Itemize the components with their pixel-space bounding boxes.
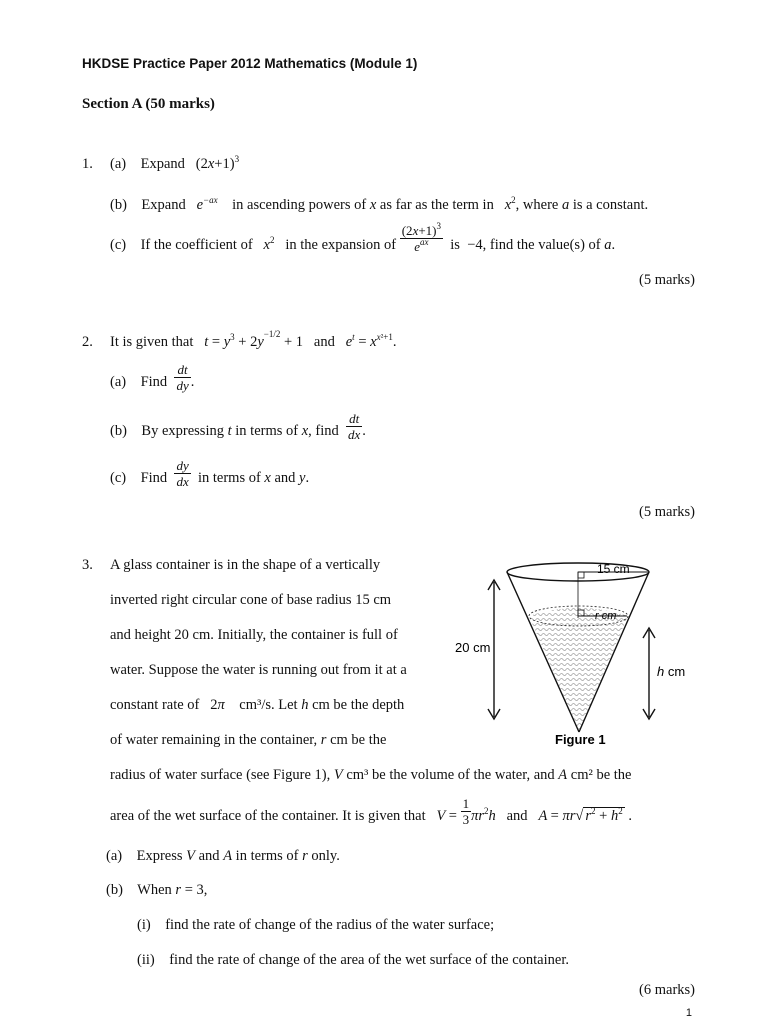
q1c-line: (c) If the coefficient of $x^2$ in the expansion of $\frac{(2x+1)^3}{e^{ax}}$ is −4, find the value(s) of a. — [110, 221, 616, 255]
q1c-is: is — [450, 237, 460, 253]
q2-number: 2. — [82, 334, 93, 350]
q3-line-6: of water remaining in the container, r cm be the — [110, 732, 387, 748]
label-20cm: 20 cm — [455, 640, 491, 655]
q1b-post: , where — [515, 197, 559, 213]
q1b-label: (b) — [110, 197, 127, 213]
page-number: 1 — [685, 1007, 692, 1019]
q2-intro: It is given that — [110, 334, 194, 350]
q3-line-8: area of the wet surface of the container. It is given that V = $\frac{1}{3}$ $\pi r^2h$ and A = πr√ $r^2 + h^2$ . — [110, 796, 632, 827]
q1b-text: Expand — [141, 197, 186, 213]
q2a-text: Find — [140, 373, 168, 390]
q2-given-t: $t = y^3 + 2y^{-1/2} + 1$ — [204, 329, 304, 350]
q1b-post2: is a constant. — [572, 197, 649, 213]
q3b-line: (b) When r = 3, — [106, 882, 208, 898]
q3a-and: and — [198, 848, 220, 864]
q1c-term: $x^2$ — [263, 235, 275, 253]
label-h-cm: h cm — [657, 664, 686, 679]
q3-marks: (6 marks) — [639, 982, 695, 998]
q3a-label: (a) — [106, 848, 123, 864]
section-title: Section A (50 marks) — [82, 96, 215, 112]
figure-1-cone — [452, 552, 702, 752]
q3b-label: (b) — [106, 882, 123, 898]
q3bii-line — [137, 951, 569, 969]
figure-caption: Figure 1 — [555, 732, 606, 747]
q3bii-label: (ii) — [137, 952, 155, 968]
q3-line-1: A glass container is in the shape of a vertically — [110, 557, 381, 573]
q2c-and: and — [274, 469, 296, 486]
water-fill — [529, 608, 628, 732]
q3-line7-mid: cm³ be the volume of the water, and — [346, 767, 555, 783]
q3-number: 3. — [82, 557, 93, 573]
q3-line5-post: cm³/s. Let — [239, 697, 298, 713]
q1a-label: (a) — [110, 156, 127, 172]
q2b-line: (b) By expressing t in terms of x, find $\frac{dt}{dx}$ . — [110, 411, 366, 442]
q2b-text2: in terms of — [235, 422, 299, 439]
q1b-mid2: as far as the term in — [379, 197, 494, 213]
q3bi-line — [137, 916, 494, 934]
q1-number: 1. — [82, 156, 93, 172]
q3-line8-and: and — [506, 807, 528, 824]
q3-line8-text: area of the wet surface of the container. It is given that — [110, 807, 426, 824]
q3-line6-text: of water remaining in the container, — [110, 732, 318, 748]
q2-given-e: $e^t = x^{x^2+1}$ — [345, 332, 393, 350]
q2a-label: (a) — [110, 373, 127, 390]
q3-line-3: and height 20 cm. Initially, the container is full of — [110, 627, 398, 643]
q3-line-5: constant rate of 2π cm³/s. Let h cm be the depth — [110, 697, 405, 713]
q2b-fraction: $\frac{dt}{dx}$ — [348, 411, 361, 442]
q3-line-7: radius of water surface (see Figure 1), V cm³ be the volume of the water, and A cm² be the — [110, 767, 632, 783]
q3bi-text: find the rate of change of the radius of the water surface; — [165, 917, 495, 933]
q1b-term: $x^2$ — [504, 195, 516, 213]
q2c-line: (c) Find $\frac{dy}{dx}$ in terms of x and y. — [110, 458, 310, 489]
q2c-text: Find — [140, 469, 168, 486]
q3bii-text: find the rate of change of the area of the wet surface of the container. — [169, 952, 569, 968]
q3-line-2: inverted right circular cone of base radius 15 cm — [110, 592, 392, 608]
q3b-text: When — [137, 882, 172, 898]
q1b-mid: in ascending powers of — [232, 197, 367, 213]
q3-line7-post: cm² be the — [570, 767, 632, 783]
q3-volume-formula: V = $\frac{1}{3}$ $\pi r^2h$ — [436, 796, 496, 827]
q1a-text: Expand — [140, 156, 185, 172]
q3-line5-post2: cm be the depth — [312, 697, 405, 713]
q1b-expression: $e^{-ax}$ — [196, 195, 218, 213]
q2b-text: By expressing — [141, 422, 224, 439]
q2-intro-line: It is given that $t = y^3 + 2y^{-1/2} + 1$ and $e^t = x^{x^2+1}$. — [110, 329, 397, 350]
q1c-text: If the coefficient of — [140, 237, 253, 253]
q2-and: and — [313, 334, 335, 350]
q2c-label: (c) — [110, 469, 127, 486]
q1b-line: (b) Expand $e^{-ax}$ in ascending powers of x as far as the term in $x^2$, where a is a constant. — [110, 195, 649, 213]
q2a-line: (a) Find $\frac{dt}{dy}$ . — [110, 362, 195, 393]
q1-marks: (5 marks) — [639, 272, 695, 288]
q1a-expression: $(2x+1)^3$ — [195, 154, 240, 172]
q2a-fraction: $\frac{dt}{dy}$ — [176, 362, 189, 393]
q3-line6-post: cm be the — [330, 732, 387, 748]
q2c-text2: in terms of — [197, 469, 261, 486]
q2b-text3: , find — [308, 422, 339, 439]
q2b-label: (b) — [110, 422, 127, 439]
label-r-cm: r cm — [595, 610, 617, 622]
q3a-text: Express — [136, 848, 183, 864]
q3-line5-pre: constant rate of — [110, 697, 200, 713]
q1a-line — [110, 155, 239, 173]
q3-line7-text: radius of water surface (see Figure 1), — [110, 767, 331, 783]
q3-rate: 2π — [210, 697, 225, 713]
q3a-text2: in terms of — [235, 848, 299, 864]
q1c-fraction: $\frac{(2x+1)^3}{e^{ax}}$ — [401, 221, 442, 255]
q3bi-label: (i) — [137, 917, 151, 933]
q3a-only: only. — [311, 848, 340, 864]
q1c-value: −4 — [467, 237, 483, 253]
q2c-fraction: $\frac{dy}{dx}$ — [176, 458, 189, 489]
q3-area-formula: A = πr√ $r^2 + h^2$ — [538, 805, 623, 824]
q3-line-4: water. Suppose the water is running out from it at a — [110, 662, 407, 678]
q3a-line: (a) Express V and A in terms of r only. — [106, 848, 340, 864]
q1c-mid: in the expansion of — [285, 237, 397, 253]
q1c-post: , find the value(s) of — [482, 237, 601, 253]
label-15cm: 15 cm — [597, 562, 630, 576]
paper-header: HKDSE Practice Paper 2012 Mathematics (Module 1) — [82, 56, 418, 71]
q2-marks: (5 marks) — [639, 504, 695, 520]
q1c-label: (c) — [110, 237, 127, 253]
